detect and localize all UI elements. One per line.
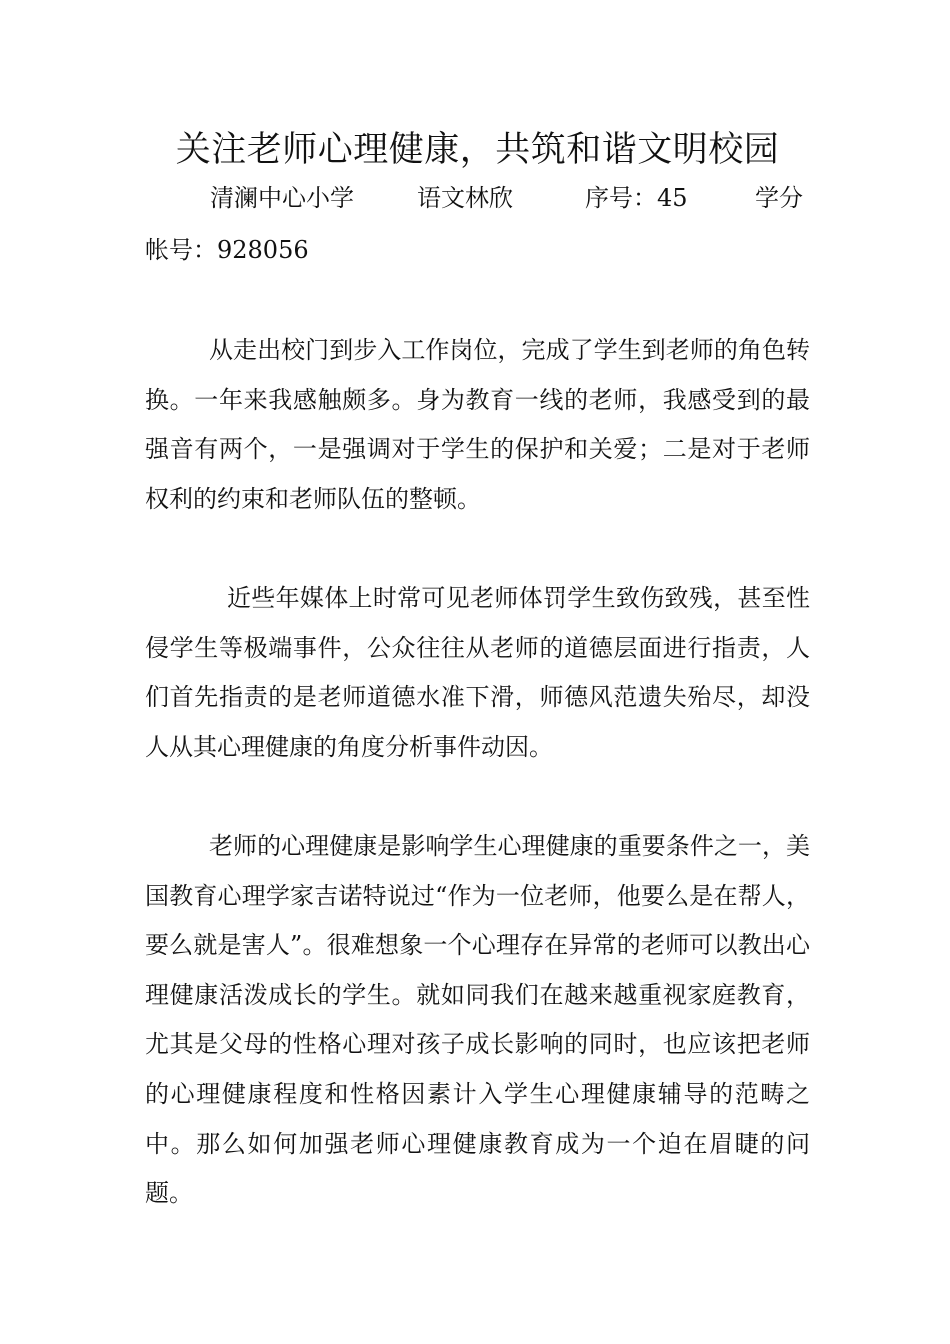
school-name: 清澜中心小学 [210,184,354,212]
teacher-name: 语文林欣 [417,184,513,212]
serial-number: 序号：45 [585,184,688,212]
document-title: 关注老师心理健康，共筑和谐文明校园 [175,130,780,170]
paragraph-3: 老师的心理健康是影响学生心理健康的重要条件之一，美国教育心理学家吉诺特说过“作为一位老师，他要么是在帮人，要么就是害人”。很难想象一个心理存在异常的老师可以教出心理健康活泼成长的学生。就如同我们在越来越重视家庭教育，尤其是父母的性格心理对孩子成长影响的同时，也应该把老师的心理健康程度和性格因素计入学生心理健康辅导的范畴之中。那么如何加强老师心理健康教育成为一个迫在眉睫的问题。 [145,832,810,1208]
paragraph-1: 从走出校门到步入工作岗位，完成了学生到老师的角色转换。一年来我感触颇多。身为教育一线的老师，我感受到的最强音有两个，一是强调对于学生的保护和关爱；二是对于老师权利的约束和老师队伍的整顿。 [145,336,810,513]
account-number: 帐号：928056 [145,236,309,264]
paragraph-2: 近些年媒体上时常可见老师体罚学生致伤致残，甚至性侵学生等极端事件，公众往往从老师的道德层面进行指责，人们首先指责的是老师道德水准下滑，师德风范遗失殆尽，却没人从其心理健康的角度分析事件动因。 [145,584,810,761]
credit-label: 学分 [755,184,803,212]
